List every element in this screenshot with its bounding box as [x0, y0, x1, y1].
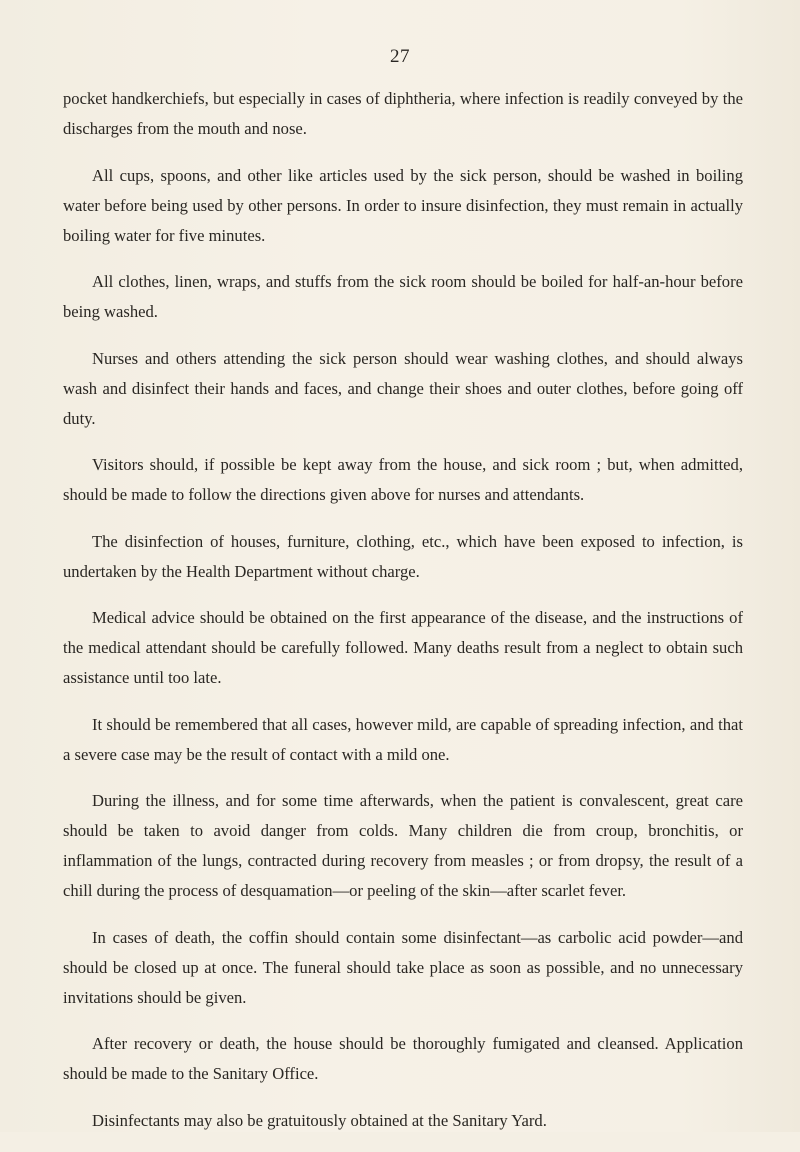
page-number: 27	[390, 46, 410, 67]
paragraph-continued: pocket handkerchiefs, but especially in cases of diphtheria, where infection is readily conveyed by the discharges from the mouth and nose.	[63, 89, 743, 138]
paragraph-medical-advice: Medical advice should be obtained on the first appearance of the disease, and the instructions of the medical attendant should be carefully followed. Many deaths result from a neglect to obtain such assistance until too late.	[63, 608, 743, 687]
paragraph-washing-utensils: All cups, spoons, and other like articles used by the sick person, should be washed in boiling water before being used by other persons. In order to insure disinfection, they must remain in actually boiling water for five minutes.	[63, 165, 743, 245]
paragraph-convalescence: During the illness, and for some time afterwards, when the patient is convalescent, great care should be taken to avoid danger from colds. Many children die from croup, bronchitis, or inflammation of the lungs, contracted during recovery from measles ; or from dropsy, the result of a chill during the process of desquamation—or peeling of the skin—after scarlet fever.	[63, 791, 743, 900]
paragraph-fumigation: After recovery or death, the house should be thoroughly fumigated and cleansed. Application should be made to the Sanitary Office.	[63, 1034, 743, 1083]
paragraph-boiling-clothes: All clothes, linen, wraps, and stuffs from the sick room should be boiled for half-an-hour before being washed.	[63, 272, 743, 321]
paragraph-disinfectants: Disinfectants may also be gratuitously obtained at the Sanitary Yard.	[92, 1110, 547, 1130]
paragraph-mild-cases: It should be remembered that all cases, however mild, are capable of spreading infection, and that a severe case may be the result of contact with a mild one.	[63, 714, 743, 764]
paragraph-death: In cases of death, the coffin should contain some disinfectant—as carbolic acid powder—and should be closed up at once. The funeral should take place as soon as possible, and no unnecessary invitations should be given.	[63, 927, 743, 1007]
paragraph-disinfection-houses: The disinfection of houses, furniture, clothing, etc., which have been exposed to infection, is undertaken by the Health Department without charge.	[63, 531, 743, 581]
paragraph-visitors: Visitors should, if possible be kept away from the house, and sick room ; but, when admitted, should be made to follow the directions given above for nurses and attendants.	[63, 455, 743, 504]
body-text	[63, 84, 743, 1152]
paragraph-nurses: Nurses and others attending the sick person should wear washing clothes, and should always wash and disinfect their hands and faces, and change their shoes and outer clothes, before going off duty.	[63, 348, 743, 428]
